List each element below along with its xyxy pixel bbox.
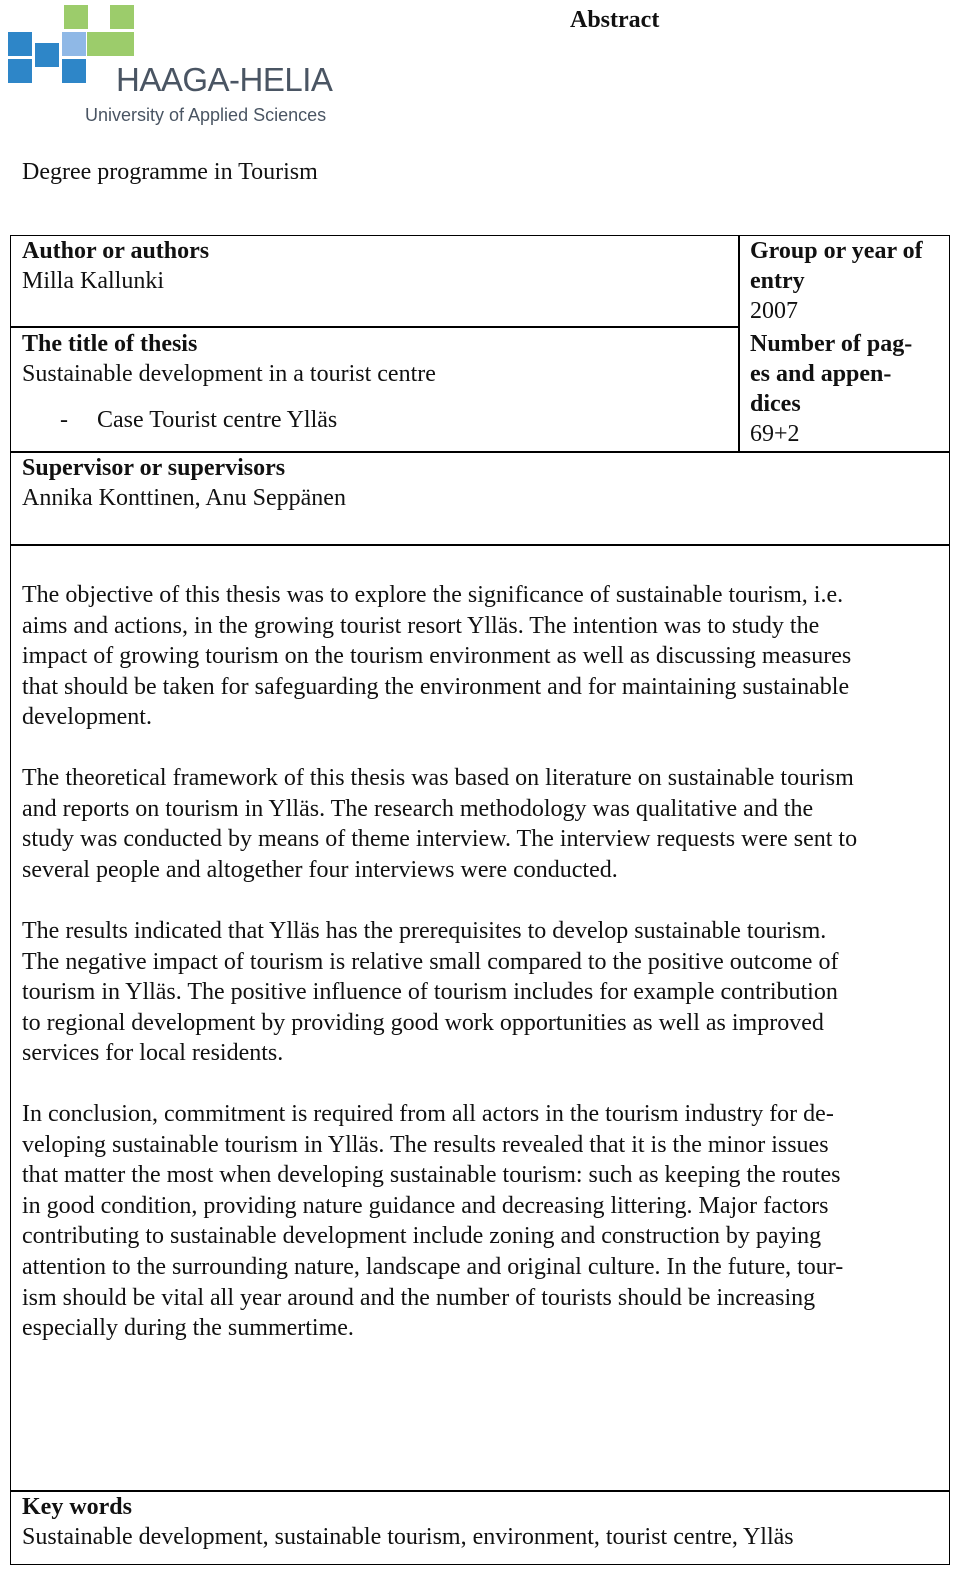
thesis-subtitle: Case Tourist centre Ylläs (97, 407, 338, 433)
author-label: Author or authors (22, 238, 210, 264)
abstract-line: development. (22, 704, 152, 731)
document-type-heading: Abstract (570, 7, 660, 33)
logo-square-blue-1 (8, 32, 32, 56)
logo-square-green-1 (64, 5, 88, 29)
logo-square-blue-4 (62, 59, 86, 83)
abstract-line: especially during the summertime. (22, 1315, 354, 1342)
abstract-paragraph-4 (22, 1099, 942, 1344)
abstract-line: services for local residents. (22, 1040, 284, 1067)
group-value: 2007 (750, 298, 798, 324)
thesis-subtitle-dash: - (60, 407, 68, 433)
logo-square-green-2 (110, 5, 134, 29)
abstract-paragraph-3 (22, 916, 942, 1069)
abstract-line: study was conducted by means of theme interview. The interview requests were sent to (22, 826, 858, 853)
abstract-line: that matter the most when developing sustainable tourism: such as keeping the routes (22, 1162, 841, 1189)
abstract-line: The objective of this thesis was to explore the significance of sustainable tourism, i.e. (22, 582, 844, 608)
abstract-line: and reports on tourism in Ylläs. The research methodology was qualitative and the (22, 795, 814, 822)
group-label-line-1: Group or year of (750, 238, 923, 264)
supervisor-label: Supervisor or supervisors (22, 455, 286, 481)
logo-square-green-4 (110, 32, 134, 56)
pages-label-line-3: dices (750, 391, 801, 417)
keywords-value: Sustainable development, sustainable tourism, environment, tourist centre, Ylläs (22, 1524, 794, 1550)
supervisor-value: Annika Konttinen, Anu Seppänen (22, 485, 346, 511)
abstract-line: attention to the surrounding nature, landscape and original culture. In the future, tour- (22, 1253, 844, 1280)
logo-square-blue-2 (35, 43, 59, 67)
row-divider-keywords (10, 1490, 950, 1492)
abstract-line: that should be taken for safeguarding the environment and for maintaining sustainable (22, 673, 850, 700)
logo-square-blue-3 (8, 59, 32, 83)
thesis-title-value: Sustainable development in a tourist centre (22, 361, 436, 387)
pages-value: 69+2 (750, 421, 800, 447)
row-divider-author (10, 326, 739, 328)
thesis-title-label: The title of thesis (22, 331, 198, 357)
logo-subtitle: University of Applied Sciences (85, 105, 327, 125)
abstract-line: The theoretical framework of this thesis was based on literature on sustainable tourism (22, 765, 854, 791)
logo-square-green-3 (87, 32, 111, 56)
abstract-line: tourism in Ylläs. The positive influence of tourism includes for example contribution (22, 979, 838, 1006)
abstract-line: aims and actions, in the growing tourist resort Ylläs. The intention was to study the (22, 612, 820, 639)
abstract-paragraph-1 (22, 580, 942, 733)
abstract-line: veloping sustainable tourism in Ylläs. The results revealed that it is the minor issues (22, 1131, 829, 1158)
abstract-line: in good condition, providing nature guidance and decreasing littering. Major factors (22, 1192, 829, 1219)
abstract-line: The results indicated that Ylläs has the prerequisites to develop sustainable tourism. (22, 918, 827, 944)
abstract-line: ism should be vital all year around and the number of tourists should be increasing (22, 1284, 816, 1311)
abstract-paragraph-2 (22, 763, 942, 885)
abstract-line: to regional development by providing good work opportunities as well as improved (22, 1009, 824, 1036)
abstract-line: contributing to sustainable development include zoning and construction by paying (22, 1223, 822, 1250)
abstract-line: In conclusion, commitment is required from all actors in the tourism industry for de- (22, 1101, 834, 1127)
column-divider (738, 235, 740, 452)
pages-label-line-2: es and appen- (750, 361, 892, 387)
abstract-line: several people and altogether four interviews were conducted. (22, 856, 618, 883)
logo-square-lightblue-1 (62, 32, 86, 56)
group-label-line-2: entry (750, 268, 805, 294)
row-divider-header-end (10, 544, 950, 546)
author-value: Milla Kallunki (22, 268, 164, 294)
abstract-line: The negative impact of tourism is relative small compared to the positive outcome of (22, 948, 839, 975)
pages-label-line-1: Number of pag- (750, 331, 913, 357)
logo-wordmark: HAAGA-HELIA (116, 61, 333, 98)
keywords-label: Key words (22, 1494, 132, 1520)
abstract-line: impact of growing tourism on the tourism environment as well as discussing measures (22, 643, 852, 670)
university-logo (8, 5, 368, 130)
degree-programme: Degree programme in Tourism (22, 159, 318, 185)
